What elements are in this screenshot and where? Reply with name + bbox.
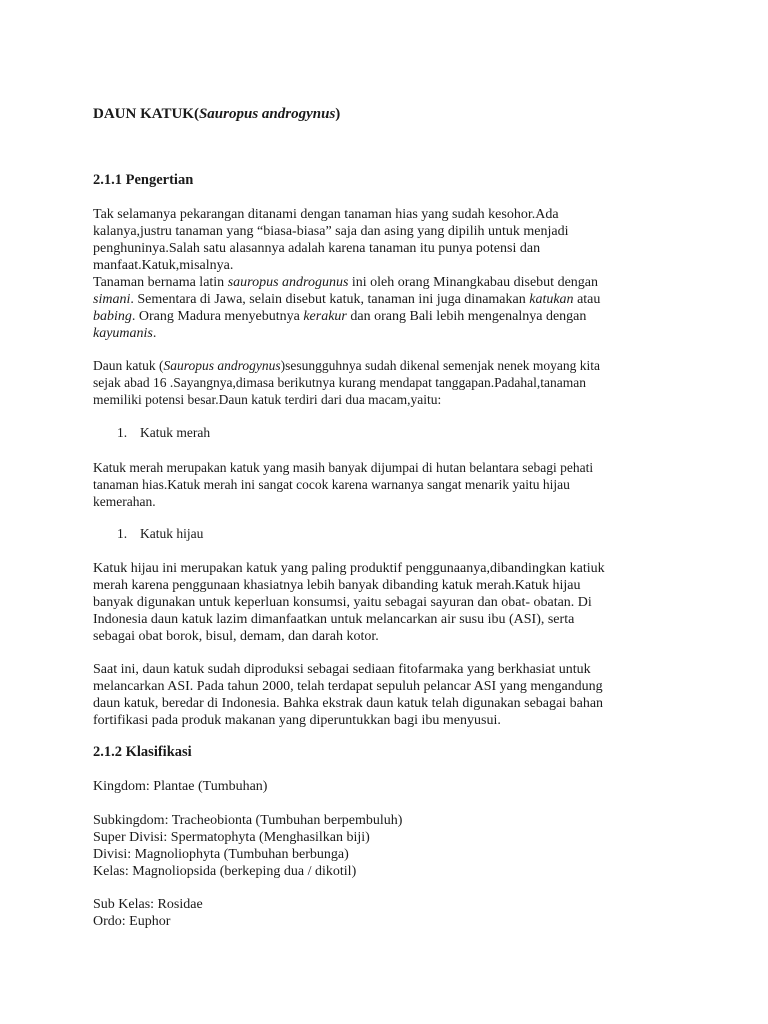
paragraph-katuk-hijau (93, 560, 605, 645)
paragraph-line: Katuk hijau ini merupakan katuk yang paling produktif penggunaanya,dibandingkan katiuk (93, 561, 605, 576)
paragraph-fitofarmaka (93, 661, 603, 729)
paragraph-katuk-merah (93, 459, 593, 510)
paragraph-line: penghuninya.Salah satu alasannya adalah karena tanaman itu punya potensi dan (93, 241, 541, 256)
list-item-katuk-merah (117, 425, 210, 441)
paragraph-line: sebagai obat borok, bisul, demam, dan darah kotor. (93, 629, 379, 644)
paragraph-line: kayumanis. (93, 326, 157, 341)
paragraph-intro (93, 206, 600, 342)
classification-group-2 (93, 896, 203, 930)
classification-line: Subkingdom: Tracheobionta (Tumbuhan berpembuluh) (93, 813, 403, 828)
list-label: Katuk merah (140, 425, 211, 440)
section-heading-pengertian: 2.1.1 Pengertian (93, 172, 194, 188)
title-text: DAUN KATUK( (93, 106, 199, 122)
paragraph-line: Tak selamanya pekarangan ditanami dengan tanaman hias yang sudah kesohor.Ada (93, 207, 559, 222)
classification-group-1 (93, 812, 402, 880)
classification-line: Kingdom: Plantae (Tumbuhan) (93, 779, 268, 794)
classification-line: Kelas: Magnoliopsida (berkeping dua / dikotil) (93, 864, 357, 879)
list-label: Katuk hijau (140, 526, 204, 541)
paragraph-line: Daun katuk (Sauropus androgynus)sesungguhnya sudah dikenal semenjak nenek moyang kita (93, 358, 601, 373)
classification-line: Super Divisi: Spermatophyta (Menghasilkan biji) (93, 830, 370, 845)
paragraph-line: melancarkan ASI. Pada tahun 2000, telah terdapat sepuluh pelancar ASI yang mengandung (93, 679, 603, 694)
paragraph-line: Tanaman bernama latin sauropus androgunus ini oleh orang Minangkabau disebut dengan (93, 275, 598, 290)
document-title (93, 106, 340, 123)
paragraph-line: tanaman hias.Katuk merah ini sangat cocok karena warnanya sangat menarik yaitu hijau (93, 477, 570, 492)
paragraph-daun-katuk (93, 357, 600, 408)
paragraph-line: Saat ini, daun katuk sudah diproduksi sebagai sediaan fitofarmaka yang berkhasiat untuk (93, 662, 591, 677)
list-item-katuk-hijau (117, 526, 203, 542)
paragraph-line: Indonesia daun katuk lazim dimanfaatkan untuk melancarkan air susu ibu (ASI), serta (93, 612, 575, 627)
paragraph-line: merah karena penggunaan khasiatnya lebih banyak dibanding katuk merah.Katuk hijau (93, 578, 581, 593)
paragraph-line: daun katuk, beredar di Indonesia. Bahka ekstrak daun katuk telah digunakan sebagai bahan (93, 696, 604, 711)
classification-line: Divisi: Magnoliophyta (Tumbuhan berbunga) (93, 847, 349, 862)
paragraph-line: kalanya,justru tanaman yang “biasa-biasa” saja dan asing yang dipilih untuk menjadi (93, 224, 569, 239)
paragraph-line: kemerahan. (93, 494, 156, 509)
paragraph-line: manfaat.Katuk,misalnya. (93, 258, 234, 273)
paragraph-line: Katuk merah merupakan katuk yang masih banyak dijumpai di hutan belantara sebagi pehati (93, 460, 594, 475)
title-suffix: ) (335, 106, 341, 122)
paragraph-line: sejak abad 16 .Sayangnya,dimasa berikutnya kurang mendapat tanggapan.Padahal,tanaman (93, 375, 586, 390)
classification-kingdom (93, 778, 267, 795)
paragraph-line: simani. Sementara di Jawa, selain disebut katuk, tanaman ini juga dinamakan katukan atau (93, 292, 601, 307)
list-number: 1. (117, 526, 128, 541)
list-number: 1. (117, 425, 128, 440)
paragraph-line: banyak digunakan untuk keperluan konsumsi, yaitu sebagai sayuran dan obat- obatan. Di (93, 595, 592, 610)
title-latin-name: Sauropus androgynus (198, 106, 336, 122)
classification-line: Sub Kelas: Rosidae (93, 897, 203, 912)
classification-line: Ordo: Euphor (93, 914, 171, 929)
paragraph-line: fortifikasi pada produk makanan yang diperuntukkan bagi ibu menyusui. (93, 713, 501, 728)
paragraph-line: babing. Orang Madura menyebutnya kerakur dan orang Bali lebih mengenalnya dengan (93, 309, 587, 324)
section-heading-klasifikasi: 2.1.2 Klasifikasi (93, 744, 192, 760)
paragraph-line: memiliki potensi besar.Daun katuk terdiri dari dua macam,yaitu: (93, 392, 442, 407)
